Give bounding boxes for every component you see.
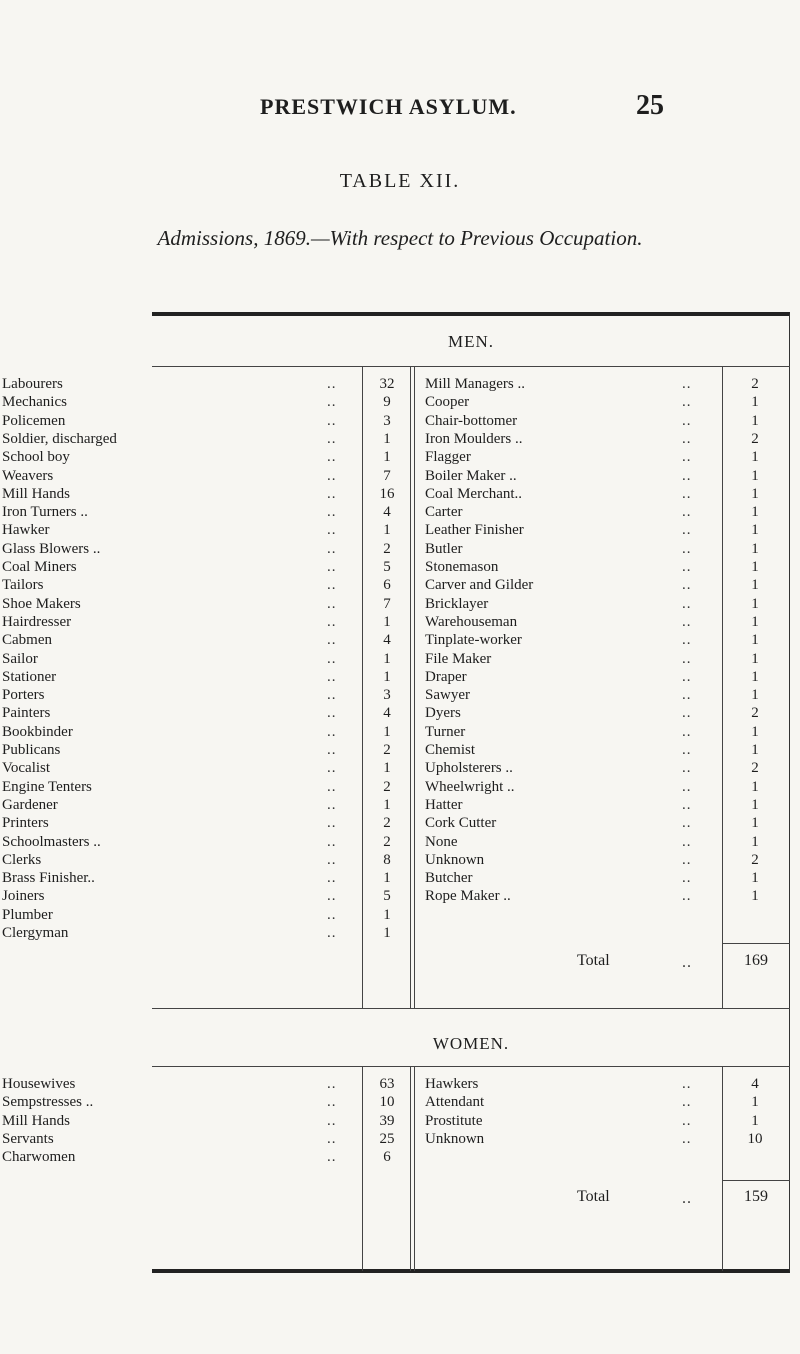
leader-dots: .. [327, 925, 337, 941]
occupation-label: Iron Turners .. [2, 504, 88, 521]
occupation-count: 1 [751, 467, 759, 484]
occupation-label: Clerks [2, 851, 42, 868]
occupation-count: 1 [751, 815, 759, 832]
occupation-label: Engine Tenters [2, 778, 92, 795]
occupation-count: 2 [383, 742, 391, 758]
occupation-count: 1 [751, 632, 759, 649]
occupation-label: Schoolmasters .. [2, 833, 101, 850]
occupation-count: 25 [379, 1130, 395, 1147]
occupation-count: 1 [383, 870, 391, 887]
occupation-count: 1 [751, 412, 759, 429]
leader-dots: .. [682, 778, 692, 795]
men-total-label: Total [577, 952, 610, 969]
occupation-count: 9 [383, 394, 391, 411]
occupation-count: 2 [383, 815, 391, 832]
occupation-label: Glass Blowers .. [2, 540, 101, 557]
leader-dots: .. [327, 412, 337, 429]
leader-dots: .. [682, 559, 692, 575]
occupation-label: Butcher [425, 870, 473, 887]
leader-dots: .. [327, 595, 337, 612]
occupation-label: Brass Finisher.. [2, 870, 95, 887]
leader-dots: .. [682, 376, 692, 392]
leader-dots: .. [682, 796, 692, 813]
leader-dots: .. [327, 833, 337, 850]
occupation-label: Warehouseman [425, 613, 518, 630]
leader-dots: .. [682, 742, 692, 758]
occupation-count: 2 [751, 705, 759, 722]
leader-dots: .. [682, 851, 692, 868]
occupation-label: Clergyman [2, 925, 69, 941]
table-row [2, 923, 790, 944]
occupation-count: 5 [383, 559, 391, 575]
occupation-label: Hawkers [425, 1076, 479, 1092]
leader-dots: .. [327, 467, 337, 484]
occupation-count: 1 [751, 613, 759, 630]
leader-dots: .. [327, 613, 337, 630]
leader-dots: .. [327, 376, 337, 392]
occupation-label: Porters [2, 687, 45, 704]
occupation-count: 2 [383, 833, 391, 850]
leader-dots: .. [682, 595, 692, 612]
women-total-value: 159 [744, 1188, 768, 1205]
occupation-label: Housewives [2, 1076, 76, 1092]
occupation-label: Hairdresser [2, 613, 72, 630]
occupation-label: Joiners [2, 888, 45, 905]
occupation-count: 4 [383, 504, 391, 521]
occupation-label: Tailors [2, 577, 44, 594]
occupation-count: 1 [383, 668, 391, 685]
occupation-count: 1 [751, 833, 759, 850]
occupation-label: Servants [2, 1130, 54, 1147]
occupation-label: Dyers [425, 705, 461, 722]
occupation-label: Chair-bottomer [425, 412, 518, 429]
table-row [2, 1147, 790, 1168]
occupation-label: Bricklayer [425, 595, 489, 612]
leader-dots: .. [682, 613, 692, 630]
occupation-label: Publicans [2, 742, 61, 758]
leader-dots: .. [682, 687, 692, 704]
leader-dots: .. [682, 1130, 692, 1147]
occupation-label: Labourers [2, 376, 63, 392]
men-total-rule [722, 943, 790, 944]
leader-dots: .. [327, 796, 337, 813]
occupation-count: 2 [751, 760, 759, 777]
leader-dots: .. [327, 687, 337, 704]
leader-dots: .. [327, 650, 337, 667]
women-heading: WOMEN. [432, 1034, 510, 1053]
leader-dots: .. [682, 1076, 692, 1092]
table-title: TABLE XII. [339, 170, 461, 192]
occupation-label: Charwomen [2, 1149, 76, 1166]
men-heading-rule [152, 366, 790, 367]
occupation-label: Gardener [2, 796, 58, 813]
occupation-count: 1 [751, 888, 759, 905]
running-title: PRESTWICH ASYLUM. [260, 94, 517, 119]
leader-dots: .. [327, 1076, 337, 1092]
occupation-label: Weavers [2, 467, 54, 484]
women-total-label: Total [577, 1188, 610, 1205]
occupation-label: Rope Maker .. [425, 888, 511, 905]
leader-dots: .. [682, 815, 692, 832]
leader-dots: .. [327, 888, 337, 905]
leader-dots: .. [682, 650, 692, 667]
occupation-count: 8 [383, 851, 391, 868]
occupation-label: Mill Managers .. [425, 376, 525, 392]
leader-dots: .. [682, 485, 692, 502]
occupation-label: None [425, 833, 458, 850]
leader-dots: .. [327, 632, 337, 649]
occupation-label: File Maker [425, 650, 492, 667]
leader-dots: .. [682, 1112, 692, 1129]
occupation-count: 1 [751, 796, 759, 813]
leader-dots: .. [682, 833, 692, 850]
occupation-count: 1 [751, 522, 759, 539]
occupation-count: 10 [747, 1130, 763, 1147]
table-row [152, 1129, 790, 1150]
leader-dots: .. [327, 394, 337, 411]
leader-dots: .. [327, 449, 337, 466]
leader-dots: .. [682, 668, 692, 685]
leader-dots: .. [682, 430, 692, 447]
leader-dots: .. [327, 1094, 337, 1111]
occupation-label: Butler [425, 540, 463, 557]
leader-dots: .. [682, 632, 692, 649]
occupation-label: Boiler Maker .. [425, 467, 517, 484]
occupation-count: 1 [383, 449, 391, 466]
occupation-count: 39 [379, 1112, 395, 1129]
leader-dots: .. [327, 705, 337, 722]
leader-dots: .. [327, 1112, 337, 1129]
occupation-label: Mill Hands [2, 485, 70, 502]
page-number: 25 [636, 90, 664, 121]
leader-dots: .. [682, 540, 692, 557]
occupation-count: 6 [383, 1149, 391, 1166]
occupation-count: 1 [751, 650, 759, 667]
leader-dots: .. [327, 723, 337, 740]
occupation-count: 1 [751, 742, 759, 758]
leader-dots: .. [327, 1130, 337, 1147]
men-total-value: 169 [744, 952, 768, 969]
occupation-count: 1 [383, 925, 391, 941]
occupation-count: 1 [751, 870, 759, 887]
occupation-count: 10 [379, 1094, 395, 1111]
leader-dots: .. [327, 668, 337, 685]
occupation-label: Chemist [425, 742, 476, 758]
occupation-count: 1 [751, 595, 759, 612]
occupation-count: 1 [751, 559, 759, 575]
occupation-count: 2 [751, 851, 759, 868]
occupation-count: 63 [379, 1076, 395, 1092]
leader-dots: .. [682, 449, 692, 466]
occupation-count: 6 [383, 577, 391, 594]
occupation-count: 1 [751, 485, 759, 502]
occupation-label: Cork Cutter [425, 815, 497, 832]
occupation-count: 1 [383, 796, 391, 813]
occupation-label: Policemen [2, 412, 66, 429]
men-heading: MEN. [447, 332, 495, 351]
occupation-label: Soldier, discharged [2, 430, 117, 447]
section-divider [152, 1008, 790, 1009]
occupation-label: Carver and Gilder [425, 577, 534, 594]
occupation-count: 5 [383, 888, 391, 905]
occupation-label: Sawyer [425, 687, 470, 704]
women-total-rule [722, 1180, 790, 1181]
women-heading-rule [152, 1066, 790, 1067]
leader-dots: .. [327, 870, 337, 887]
occupation-count: 2 [751, 376, 759, 392]
occupation-label: Attendant [425, 1094, 485, 1111]
occupation-label: Sailor [2, 650, 38, 667]
leader-dots: .. [327, 760, 337, 777]
leader-dots: .. [682, 723, 692, 740]
occupation-count: 1 [383, 723, 391, 740]
leader-dots: .. [682, 760, 692, 777]
occupation-label: Sempstresses .. [2, 1094, 94, 1111]
leader-dots: .. [327, 540, 337, 557]
occupation-label: Coal Miners [2, 559, 77, 575]
occupation-count: 1 [383, 760, 391, 777]
occupation-label: Leather Finisher [425, 522, 524, 539]
leader-dots: .. [327, 430, 337, 447]
occupation-count: 1 [751, 1112, 759, 1129]
occupation-count: 2 [383, 778, 391, 795]
occupation-count: 1 [383, 430, 391, 447]
occupation-label: Stonemason [425, 559, 499, 575]
occupation-label: Prostitute [425, 1112, 483, 1129]
occupation-label: Tinplate-worker [425, 632, 522, 649]
occupation-count: 1 [751, 687, 759, 704]
occupation-label: Iron Moulders .. [425, 430, 523, 447]
occupation-count: 7 [383, 595, 391, 612]
occupation-count: 16 [379, 485, 395, 502]
occupation-count: 2 [383, 540, 391, 557]
occupation-label: Cooper [425, 394, 470, 411]
leader-dots: .. [327, 906, 337, 923]
leader-dots: .. [682, 522, 692, 539]
leader-dots: .. [327, 577, 337, 594]
leader-dots: .. [327, 742, 337, 758]
occupation-count: 1 [751, 540, 759, 557]
occupation-count: 1 [751, 577, 759, 594]
leader-dots: .. [327, 522, 337, 539]
occupation-label: Stationer [2, 668, 57, 685]
table-row [152, 886, 790, 907]
occupation-count: 1 [383, 613, 391, 630]
leader-dots: .. [327, 559, 337, 575]
occupation-count: 1 [751, 1094, 759, 1111]
leader-dots: .. [682, 888, 692, 905]
occupation-count: 2 [751, 430, 759, 447]
leader-dots: .. [682, 1094, 692, 1111]
occupation-count: 32 [379, 376, 395, 392]
page-header [0, 90, 800, 130]
occupation-label: Wheelwright .. [425, 778, 515, 795]
occupation-label: Unknown [425, 1130, 485, 1147]
occupation-label: Unknown [425, 851, 485, 868]
leader-dots: .. [682, 577, 692, 594]
occupation-count: 4 [383, 632, 391, 649]
leader-dots: .. [682, 504, 692, 521]
occupation-label: Coal Merchant.. [425, 485, 523, 502]
occupation-count: 1 [751, 449, 759, 466]
occupation-label: Hatter [425, 796, 463, 813]
occupation-label: Hawker [2, 522, 50, 539]
occupation-count: 1 [383, 906, 391, 923]
leader-dots: .. [327, 1149, 337, 1166]
leader-dots: .. [682, 870, 692, 887]
leader-dots: .. [682, 394, 692, 411]
occupation-label: Printers [2, 815, 49, 832]
leader-dots: .. [327, 778, 337, 795]
occupation-count: 1 [751, 394, 759, 411]
occupation-label: Mill Hands [2, 1112, 70, 1129]
occupation-label: Shoe Makers [2, 595, 81, 612]
occupation-count: 1 [383, 650, 391, 667]
leader-dots: .. [682, 412, 692, 429]
occupation-label: Turner [425, 723, 466, 740]
men-total-dots: .. [682, 954, 692, 971]
leader-dots: .. [327, 485, 337, 502]
occupation-label: Flagger [425, 449, 471, 466]
occupation-count: 1 [751, 778, 759, 795]
occupation-count: 1 [751, 504, 759, 521]
leader-dots: .. [682, 705, 692, 722]
occupation-label: Plumber [2, 906, 53, 923]
occupation-count: 3 [383, 687, 391, 704]
table-subtitle: Admissions, 1869.—With respect to Previous Occupation. [157, 226, 643, 250]
leader-dots: .. [327, 851, 337, 868]
occupation-label: Vocalist [2, 760, 51, 777]
occupation-count: 4 [383, 705, 391, 722]
occupation-label: School boy [2, 449, 70, 466]
occupation-label: Bookbinder [2, 723, 73, 740]
leader-dots: .. [327, 504, 337, 521]
occupation-label: Upholsterers .. [425, 760, 513, 777]
occupation-label: Carter [425, 504, 463, 521]
occupation-table [2, 312, 790, 1273]
occupation-count: 1 [383, 522, 391, 539]
occupation-count: 4 [751, 1076, 759, 1092]
women-total-dots: .. [682, 1190, 692, 1207]
occupation-count: 1 [751, 723, 759, 740]
occupation-count: 1 [751, 668, 759, 685]
occupation-label: Cabmen [2, 632, 52, 649]
occupation-label: Painters [2, 705, 51, 722]
leader-dots: .. [327, 815, 337, 832]
leader-dots: .. [682, 467, 692, 484]
occupation-label: Draper [425, 668, 467, 685]
occupation-label: Mechanics [2, 394, 67, 411]
occupation-count: 7 [383, 467, 391, 484]
occupation-count: 3 [383, 412, 391, 429]
